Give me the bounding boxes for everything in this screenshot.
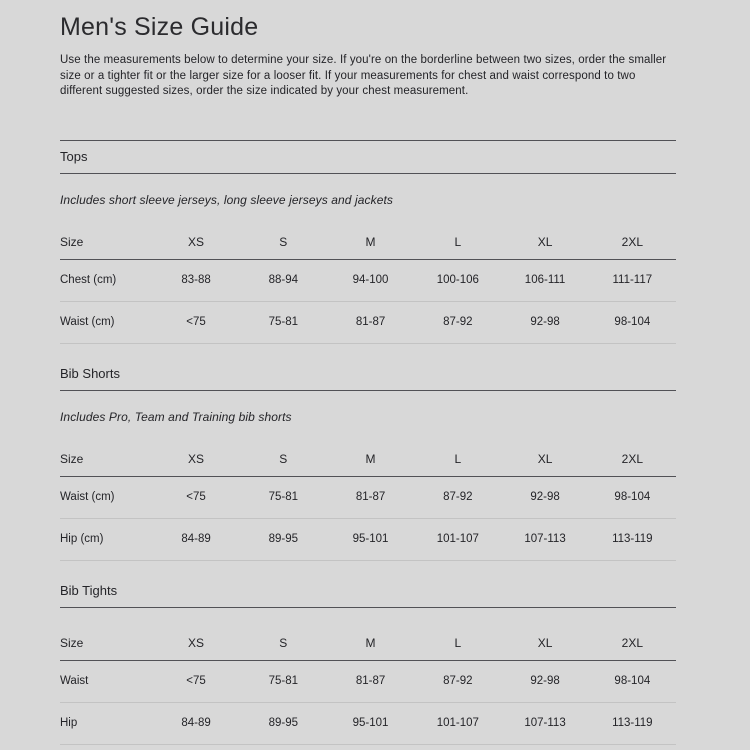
size-value: 95-101 (327, 518, 414, 560)
size-table-header-row (60, 636, 676, 661)
size-value: 83-88 (152, 259, 239, 301)
size-value: <75 (152, 301, 239, 343)
size-value: 81-87 (327, 660, 414, 702)
section-title: Bib Tights (60, 575, 676, 608)
table-row (60, 518, 676, 560)
section-title: Bib Shorts (60, 358, 676, 391)
size-value: 87-92 (414, 476, 501, 518)
table-row (60, 660, 676, 702)
measurement-label: Chest (cm) (60, 259, 152, 301)
size-column-header: 2XL (589, 452, 676, 477)
size-column-header: XL (501, 452, 588, 477)
size-value: 98-104 (589, 476, 676, 518)
size-column-header: L (414, 235, 501, 260)
size-value: 100-106 (414, 259, 501, 301)
table-row (60, 301, 676, 343)
intro-text: Use the measurements below to determine your size. If you're on the borderline between two sizes, order the smaller size or a tighter fit or the larger size for a looser fit. If your measurements for chest and waist correspond to two different suggested sizes, order the size indicated by your chest measurement. (60, 54, 667, 98)
table-row (60, 259, 676, 301)
size-column-header: L (414, 452, 501, 477)
size-column-header: XL (501, 636, 588, 661)
size-value: 94-100 (327, 259, 414, 301)
size-guide-page (60, 14, 676, 745)
size-column-header: XL (501, 235, 588, 260)
size-column-header: XS (152, 235, 239, 260)
table-row (60, 476, 676, 518)
section-note: Includes short sleeve jerseys, long sleeve jerseys and jackets (60, 192, 394, 207)
size-value: 84-89 (152, 702, 239, 744)
size-value: 92-98 (501, 301, 588, 343)
measurement-label: Hip (cm) (60, 518, 152, 560)
size-table (60, 235, 676, 344)
size-column-header: M (327, 636, 414, 661)
size-column-header: M (327, 235, 414, 260)
size-column-header: S (240, 452, 327, 477)
size-section (60, 575, 676, 745)
size-table (60, 452, 676, 561)
size-value: 89-95 (240, 702, 327, 744)
measurement-label: Hip (60, 702, 152, 744)
size-value: 113-119 (589, 702, 676, 744)
size-table-body (60, 660, 676, 744)
size-column-header: S (240, 235, 327, 260)
size-table-corner-header: Size (60, 636, 152, 661)
size-column-header: XS (152, 636, 239, 661)
size-value: 87-92 (414, 301, 501, 343)
size-column-header: 2XL (589, 235, 676, 260)
size-value: 98-104 (589, 660, 676, 702)
size-table-header-row (60, 452, 676, 477)
size-value: 81-87 (327, 301, 414, 343)
table-row (60, 702, 676, 744)
size-value: <75 (152, 476, 239, 518)
size-value: 88-94 (240, 259, 327, 301)
size-value: 101-107 (414, 518, 501, 560)
size-table-corner-header: Size (60, 235, 152, 260)
size-value: 81-87 (327, 476, 414, 518)
size-value: 107-113 (501, 702, 588, 744)
size-table (60, 636, 676, 745)
size-value: 101-107 (414, 702, 501, 744)
size-value: <75 (152, 660, 239, 702)
measurement-label: Waist (cm) (60, 476, 152, 518)
size-column-header: S (240, 636, 327, 661)
size-value: 107-113 (501, 518, 588, 560)
size-value: 75-81 (240, 301, 327, 343)
sections-container (60, 140, 676, 745)
size-value: 113-119 (589, 518, 676, 560)
size-value: 89-95 (240, 518, 327, 560)
size-value: 95-101 (327, 702, 414, 744)
size-value: 75-81 (240, 476, 327, 518)
size-table-corner-header: Size (60, 452, 152, 477)
size-value: 75-81 (240, 660, 327, 702)
section-note: Includes Pro, Team and Training bib shorts (60, 409, 292, 424)
size-value: 84-89 (152, 518, 239, 560)
size-column-header: L (414, 636, 501, 661)
size-value: 106-111 (501, 259, 588, 301)
size-column-header: XS (152, 452, 239, 477)
size-section (60, 140, 676, 344)
size-column-header: 2XL (589, 636, 676, 661)
page-title: Men's Size Guide (60, 13, 259, 41)
size-table-header-row (60, 235, 676, 260)
measurement-label: Waist (60, 660, 152, 702)
size-value: 98-104 (589, 301, 676, 343)
section-title: Tops (60, 140, 676, 174)
size-table-body (60, 476, 676, 560)
measurement-label: Waist (cm) (60, 301, 152, 343)
size-value: 111-117 (589, 259, 676, 301)
size-value: 92-98 (501, 476, 588, 518)
size-value: 92-98 (501, 660, 588, 702)
size-column-header: M (327, 452, 414, 477)
size-section (60, 358, 676, 561)
size-value: 87-92 (414, 660, 501, 702)
size-table-body (60, 259, 676, 343)
